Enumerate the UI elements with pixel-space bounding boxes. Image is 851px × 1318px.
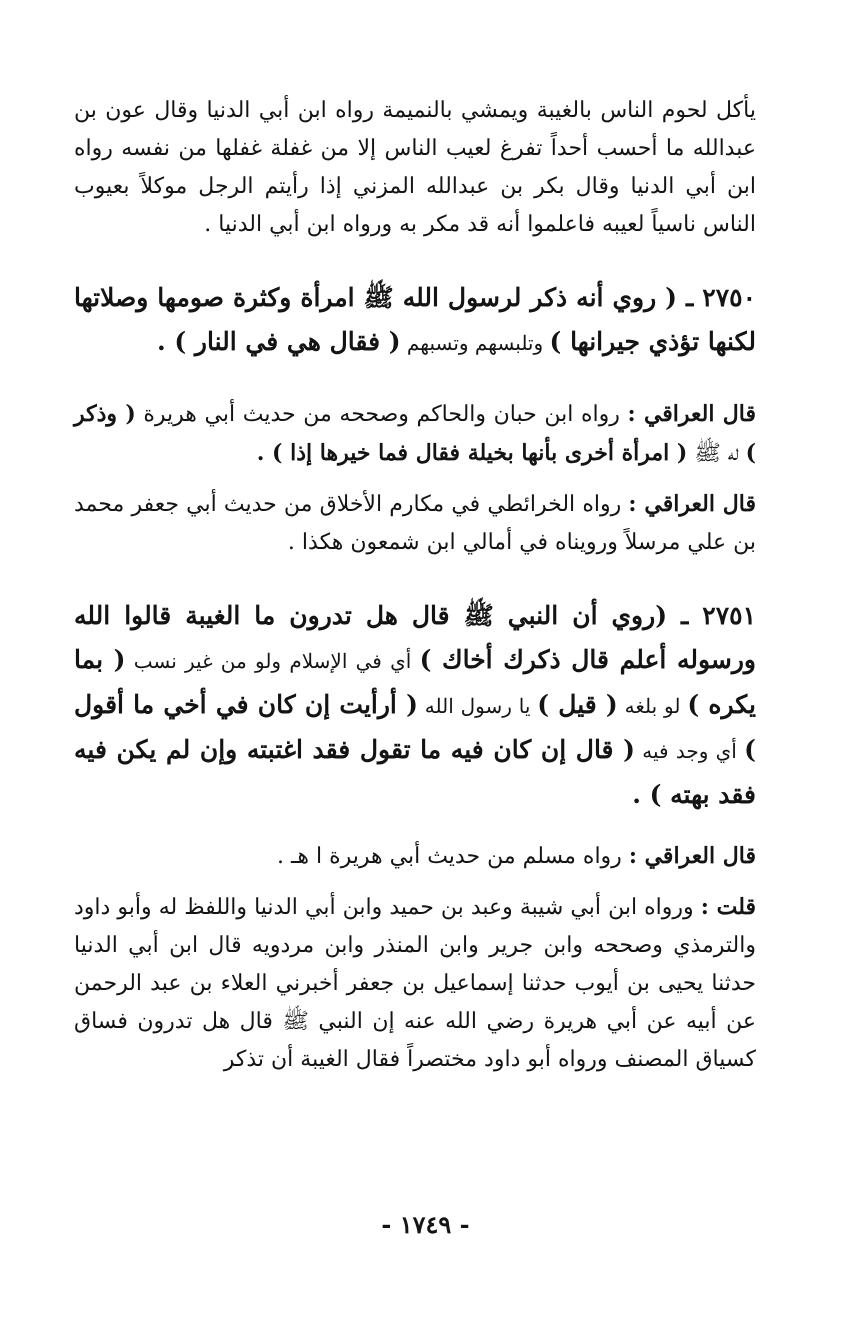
- qult-text: ورواه ابن أبي شيبة وعبد بن حميد وابن أبي الدنيا واللفظ له وأبو داود والترمذي وصححه وابن جرير وابن المنذر وابن مردويه قال ابن أبي الدنيا حدثنا يحيى بن أيوب حدثنا إسماعيل بن جعفر أخبرني العلاء بن عبد الرحمن عن أبيه عن أبي هريرة رضي الله عنه إن النبي ﷺ قال هل تدرون فساق كسياق المصنف ورواه أبو داود مختصراً فقال الغيبة أن تذكر: [74, 895, 756, 1072]
- note-label: قال العراقي :: [628, 491, 756, 517]
- note-label: قال العراقي :: [628, 843, 756, 869]
- note-iraqi-2750-b: [74, 485, 756, 562]
- note-text: رواه الخرائطي في مكارم الأخلاق من حديث أبي جعفر محمد بن علي مرسلاً ورويناه في أمالي ابن شمعون هكذا .: [74, 492, 756, 555]
- hadith-2750-text: ٢٧٥٠ ـ ( روي أنه ذكر لرسول الله ﷺ امرأة وكثرة صومها وصلاتها لكنها تؤذي جيرانها ): [74, 283, 756, 356]
- hadith-2751-gloss-2: لو بلغه: [617, 694, 688, 718]
- hadith-2751: [74, 594, 756, 817]
- hadith-2750-ending: ( فقال هي في النار ) .: [156, 327, 401, 356]
- note-quote-2: ( امرأة أخرى بأنها بخيلة فقال فما خيرها إذا ) .: [256, 440, 688, 466]
- hadith-2751-quote-4: ( أرأيت إن كان في أخي ما أقول ): [74, 690, 756, 764]
- hadith-2751-quote-2: ( بما يكره ): [74, 645, 756, 719]
- hadith-2751-gloss-1: أي في الإسلام ولو من غير نسب: [125, 649, 420, 673]
- note-text: رواه ابن حبان والحاكم وصححه من حديث أبي هريرة: [135, 402, 628, 427]
- hadith-2751-gloss-4: أي وجد فيه: [634, 739, 745, 763]
- qult-label: قلت :: [700, 894, 756, 920]
- page-body: [74, 92, 756, 1079]
- note-label: قال العراقي :: [627, 401, 756, 427]
- note-iraqi-2751: [74, 837, 756, 876]
- hadith-2750-gloss: وتلبسهم وتسبهم: [400, 331, 550, 355]
- note-text: رواه مسلم من حديث أبي هريرة ا هـ .: [276, 844, 629, 869]
- hadith-2751-quote-3: ( قيل ): [537, 690, 618, 719]
- intro-paragraph: يأكل لحوم الناس بالغيبة ويمشي بالنميمة رواه ابن أبي الدنيا وقال عون بن عبدالله ما أحسب أحداً تفرغ لعيب الناس إلا من غفلة غفلها من نفسه رواه ابن أبي الدنيا وقال بكر بن عبدالله المزني إذا رأيتم الرجل موكلاً بعيوب الناس ناسياً لعيبه فاعلموا أنه قد مكر به ورواه ابن أبي الدنيا .: [74, 98, 756, 237]
- hadith-2751-text: ٢٧٥١ ـ (روي أن النبي ﷺ قال هل تدرون ما الغيبة قالوا الله ورسوله أعلم قال ذكرك أخاك ): [74, 601, 756, 674]
- hadith-2750: [74, 276, 756, 365]
- note-quote-1: ( وذكر ): [74, 401, 756, 466]
- page-number: - ١٧٤٩ -: [381, 1210, 470, 1239]
- hadith-2751-gloss-3: يا رسول الله: [417, 694, 538, 718]
- note-iraqi-2750-a: [74, 395, 756, 473]
- hadith-2751-quote-5: ( قال إن كان فيه ما تقول فقد اغتبته وإن لم يكن فيه فقد بهته ) .: [74, 735, 756, 809]
- note-gloss: له ﷺ: [687, 441, 746, 466]
- qult-paragraph: [74, 888, 756, 1079]
